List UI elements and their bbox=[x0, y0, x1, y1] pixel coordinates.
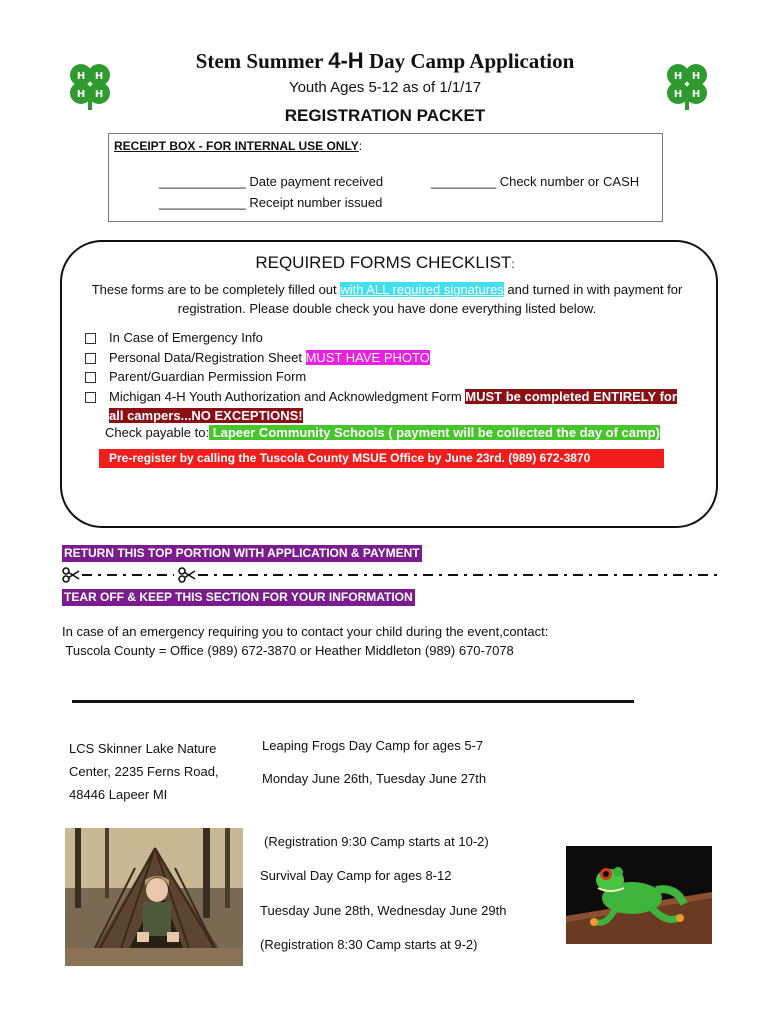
scissors-icon bbox=[179, 568, 195, 582]
title-prefix: Stem Summer bbox=[195, 49, 329, 73]
checkbox[interactable] bbox=[85, 333, 96, 344]
return-banner: RETURN THIS TOP PORTION WITH APPLICATION & PAYMENT bbox=[64, 546, 420, 560]
clover-letter: H bbox=[691, 71, 701, 82]
location-line: Center, 2235 Ferns Road, bbox=[69, 764, 219, 779]
checkbox[interactable] bbox=[85, 353, 96, 364]
must-have-photo-highlight: MUST HAVE PHOTO bbox=[305, 349, 430, 365]
age-subtitle: Youth Ages 5-12 as of 1/1/17 bbox=[288, 79, 482, 96]
checkbox[interactable] bbox=[85, 392, 96, 403]
title-4h: 4-H bbox=[328, 48, 364, 73]
must-complete-highlight: MUST be completed ENTIRELY for bbox=[465, 388, 677, 404]
survival-camp-photo bbox=[65, 828, 243, 966]
list-item-continuation bbox=[85, 406, 677, 426]
clover-letter: H bbox=[673, 71, 683, 82]
clover-letter: H bbox=[673, 89, 683, 100]
date-payment-field[interactable]: ____________ Date payment received bbox=[159, 174, 384, 189]
location-line: 48446 Lapeer MI bbox=[69, 787, 168, 802]
tear-off-cut-line bbox=[62, 565, 722, 590]
location-line: LCS Skinner Lake Nature bbox=[69, 741, 217, 756]
divider bbox=[72, 700, 634, 703]
signatures-highlight: with ALL required signatures bbox=[340, 282, 504, 297]
survival-dates: Tuesday June 28th, Wednesday June 29th bbox=[260, 903, 507, 918]
leaping-frogs-title: Leaping Frogs Day Camp for ages 5-7 bbox=[262, 738, 484, 753]
list-item: Michigan 4-H Youth Authorization and Acknowledgment Form MUST be completed ENTIRELY for bbox=[85, 387, 677, 407]
survival-times: (Registration 8:30 Camp starts at 9-2) bbox=[260, 937, 478, 952]
survival-title: Survival Day Camp for ages 8-12 bbox=[260, 868, 452, 883]
packet-title: REGISTRATION PACKET bbox=[284, 106, 486, 125]
emergency-contact-line1: In case of an emergency requiring you to contact your child during the event,contact: bbox=[62, 624, 549, 639]
receipt-box bbox=[108, 133, 663, 222]
clover-letter: H bbox=[76, 71, 86, 82]
payee-highlight: Lapeer Community Schools ( payment will be collected the day of camp) bbox=[209, 425, 660, 440]
clover-letter: H bbox=[94, 89, 104, 100]
list-item: Personal Data/Registration Sheet MUST HAVE PHOTO bbox=[85, 348, 677, 368]
receipt-number-field[interactable]: ____________ Receipt number issued bbox=[159, 195, 383, 210]
check-payable-line: Check payable to: Lapeer Community Schools ( payment will be collected the day of camp) bbox=[105, 425, 660, 440]
tear-off-banner: TEAR OFF & KEEP THIS SECTION FOR YOUR INFORMATION bbox=[64, 590, 413, 604]
clover-letter: H bbox=[76, 89, 86, 100]
camp-location bbox=[69, 737, 219, 806]
receipt-title: RECEIPT BOX - FOR INTERNAL USE ONLY: bbox=[114, 139, 363, 153]
no-exceptions-highlight: all campers...NO EXCEPTIONS! bbox=[109, 408, 303, 423]
page-title bbox=[0, 48, 770, 74]
checklist-title: REQUIRED FORMS CHECKLIST: bbox=[255, 253, 515, 272]
list-item: In Case of Emergency Info bbox=[85, 328, 677, 348]
preregister-banner: Pre-register by calling the Tuscola County MSUE Office by June 23rd. (989) 672-3870 bbox=[99, 449, 664, 468]
tree-frog-photo bbox=[566, 846, 712, 944]
clover-letter: H bbox=[94, 71, 104, 82]
check-number-field[interactable]: _________ Check number or CASH bbox=[431, 174, 640, 189]
scissors-icon bbox=[63, 568, 79, 582]
title-suffix: Day Camp Application bbox=[363, 49, 575, 73]
list-item: Parent/Guardian Permission Form bbox=[85, 367, 677, 387]
checklist-intro: These forms are to be completely filled out with ALL required signatures and turned in with payment for registration. Please double check you have done everything listed below. bbox=[91, 282, 683, 316]
emergency-contact-line2: Tuscola County = Office (989) 672-3870 or Heather Middleton (989) 670-7078 bbox=[62, 643, 514, 658]
leaping-frogs-times: (Registration 9:30 Camp starts at 10-2) bbox=[264, 834, 489, 849]
clover-letter: H bbox=[691, 89, 701, 100]
checklist-items bbox=[85, 328, 677, 426]
leaping-frogs-dates: Monday June 26th, Tuesday June 27th bbox=[262, 771, 487, 786]
checkbox[interactable] bbox=[85, 372, 96, 383]
